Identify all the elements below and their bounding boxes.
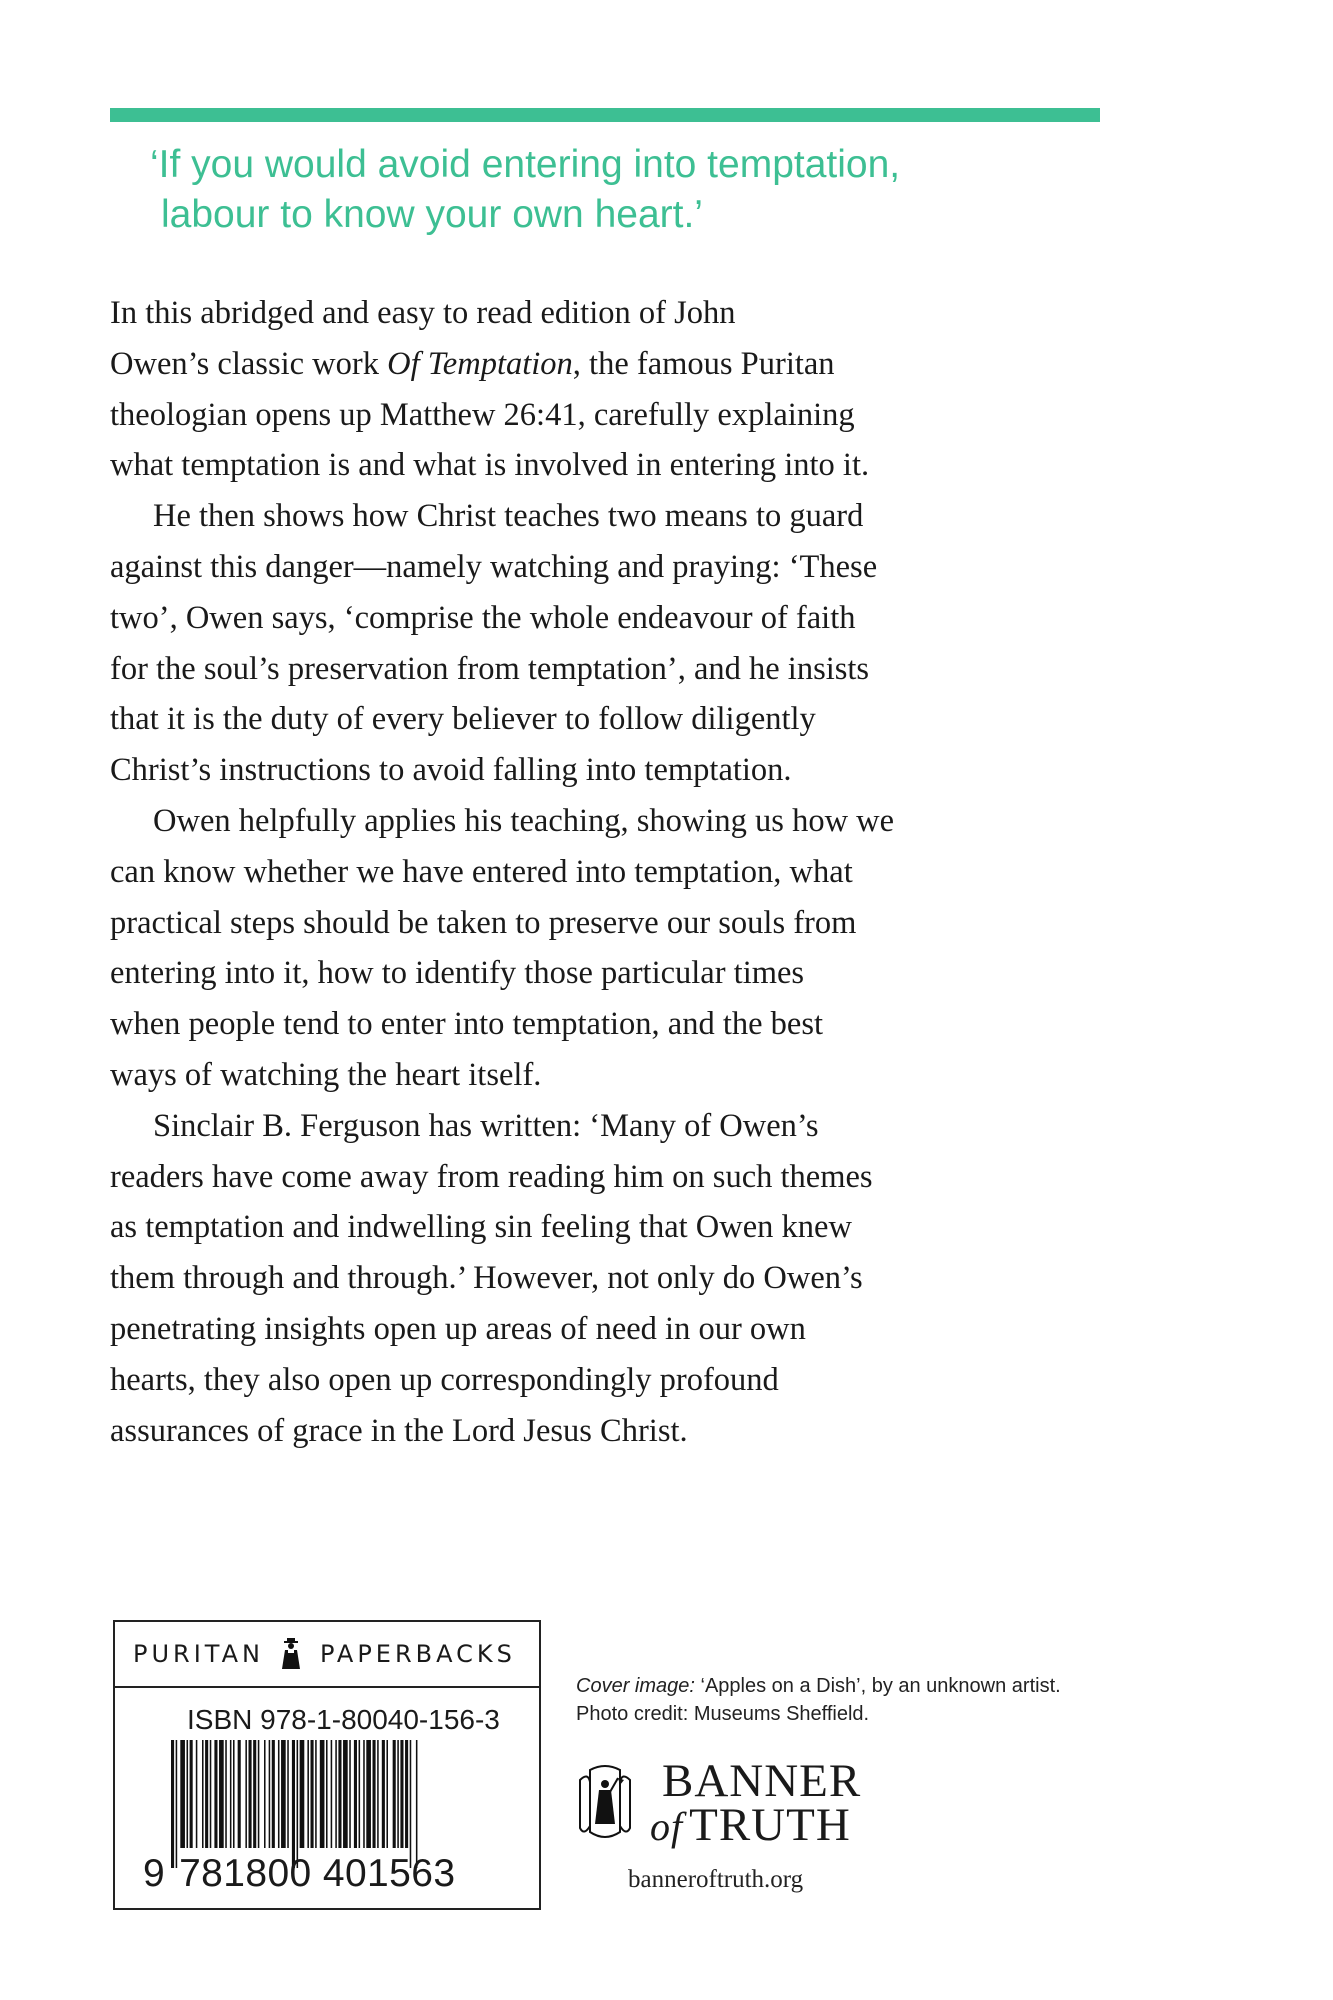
description-line: Christ’s instructions to avoid falling into temptation.	[110, 752, 792, 789]
barcode-bar	[349, 1740, 351, 1848]
barcode-bar	[249, 1740, 252, 1848]
barcode-bar	[343, 1740, 348, 1848]
barcode-bar	[405, 1740, 408, 1848]
banner-of-truth-emblem-icon	[576, 1762, 634, 1844]
description-line: as temptation and indwelling sin feeling that Owen knew	[110, 1209, 852, 1246]
barcode-bar	[315, 1740, 317, 1848]
barcode-bar	[171, 1740, 174, 1868]
barcode-bar	[233, 1740, 235, 1848]
description-line: penetrating insights open up areas of need in our own	[110, 1310, 806, 1347]
top-accent-rule	[110, 108, 1100, 122]
barcode-bar	[245, 1740, 247, 1848]
barcode-bar	[335, 1740, 337, 1848]
description-line: He then shows how Christ teaches two means to guard	[153, 498, 864, 535]
publisher-name-line-1: BANNER	[662, 1755, 862, 1807]
description-line	[110, 339, 1120, 390]
description-line: Sinclair B. Ferguson has written: ‘Many of Owen’s	[153, 1107, 819, 1144]
description-line: that it is the duty of every believer to follow diligently	[110, 701, 816, 738]
barcode-bar	[373, 1740, 376, 1848]
isbn-label: ISBN 978-1-80040-156-3	[187, 1704, 500, 1735]
book-description	[110, 288, 1120, 1456]
barcode-bar	[225, 1740, 227, 1848]
publisher-name-line-2	[650, 1799, 851, 1851]
cover-credit-label: Cover image:	[576, 1675, 695, 1697]
barcode-bar	[281, 1740, 286, 1848]
description-line: assurances of grace in the Lord Jesus Christ.	[110, 1412, 688, 1449]
puritan-figure-icon	[280, 1637, 302, 1671]
series-name-left: PURITAN	[133, 1640, 264, 1668]
cover-credit	[576, 1672, 1061, 1728]
barcode-bar	[196, 1740, 198, 1848]
photo-credit-line: Photo credit: Museums Sheffield.	[576, 1703, 870, 1725]
barcode-bar	[359, 1740, 361, 1848]
description-line: what temptation is and what is involved in entering into it.	[110, 447, 870, 484]
description-line: for the soul’s preservation from temptation’, and he insists	[110, 650, 870, 687]
description-line: theologian opens up Matthew 26:41, carefully explaining	[110, 396, 855, 433]
description-line: hearts, they also open up correspondingly profound	[110, 1361, 779, 1398]
barcode-bar	[287, 1740, 289, 1848]
description-line: two’, Owen says, ‘comprise the whole endeavour of faith	[110, 599, 856, 636]
barcode-bar	[363, 1740, 365, 1848]
description-line: entering into it, how to identify those particular times	[110, 955, 805, 992]
barcode-bar	[253, 1740, 256, 1848]
barcode-bar	[278, 1740, 280, 1848]
barcode-bar	[377, 1740, 379, 1848]
description-line: In this abridged and easy to read edition of John	[110, 295, 736, 331]
barcode-bar	[292, 1740, 295, 1868]
barcode-bar	[382, 1740, 385, 1848]
barcode-digits	[143, 1852, 455, 1896]
barcode-bar	[269, 1740, 271, 1848]
barcode-bar	[205, 1740, 208, 1848]
description-text: Owen’s classic work	[110, 345, 388, 382]
barcode-bar	[400, 1740, 403, 1848]
barcode-bar	[210, 1740, 212, 1848]
publisher-logo	[576, 1755, 876, 1851]
description-line: against this danger—namely watching and praying: ‘These	[110, 548, 878, 585]
barcode-bar	[410, 1740, 412, 1868]
barcode-bar	[214, 1740, 217, 1848]
barcode-bar	[180, 1740, 185, 1848]
barcode-bar	[258, 1740, 260, 1848]
description-line: readers have come away from reading him on such themes	[110, 1158, 873, 1195]
barcode-digits-rest: 781800 401563	[179, 1852, 456, 1895]
series-name	[115, 1622, 539, 1688]
barcode-bar	[238, 1740, 241, 1848]
barcode-bar	[326, 1740, 328, 1848]
barcode-bar	[300, 1740, 305, 1848]
barcode-bar	[307, 1740, 309, 1848]
barcode-bar	[230, 1740, 232, 1848]
barcode-bar	[219, 1740, 224, 1848]
barcode-bar	[311, 1740, 314, 1848]
cover-credit-text: ‘Apples on a Dish’, by an unknown artist.	[694, 1675, 1061, 1697]
barcode-digit-first: 9	[143, 1852, 166, 1895]
barcode-bar	[202, 1740, 204, 1848]
barcode-bar	[320, 1740, 325, 1848]
barcode-bar	[338, 1740, 341, 1848]
description-text: , the famous Puritan	[572, 345, 835, 382]
description-line: can know whether we have entered into temptation, what	[110, 853, 853, 890]
barcode-bar	[187, 1740, 189, 1848]
barcode-bar	[264, 1740, 266, 1848]
description-line: when people tend to enter into temptation, and the best	[110, 1006, 824, 1043]
pull-quote-line-1: ‘If you would avoid entering into temptation,	[150, 143, 901, 186]
description-line: Owen helpfully applies his teaching, showing us how we	[153, 802, 895, 839]
series-name-right: PAPERBACKS	[319, 1640, 516, 1668]
isbn-barcode	[171, 1740, 489, 1868]
barcode-bar	[297, 1740, 299, 1868]
pull-quote-line-2: labour to know your own heart.’	[161, 193, 703, 236]
pull-quote	[150, 140, 1050, 240]
barcode-bar	[176, 1740, 178, 1868]
publisher-website: banneroftruth.org	[628, 1866, 804, 1893]
description-line: them through and through.’ However, not only do Owen’s	[110, 1260, 863, 1297]
publisher-name-of: of	[650, 1804, 684, 1849]
barcode-bar	[416, 1740, 418, 1868]
barcode-bar	[366, 1740, 371, 1848]
book-title-italic: Of Temptation	[387, 345, 573, 382]
publisher-name-truth: TRUTH	[689, 1799, 851, 1851]
barcode-bar	[393, 1740, 396, 1848]
barcode-bar	[354, 1740, 357, 1848]
barcode-bar	[397, 1740, 399, 1848]
barcode-bar	[190, 1740, 193, 1848]
barcode-bar	[386, 1740, 388, 1848]
series-barcode-box	[113, 1620, 541, 1910]
cover-credit-line	[576, 1672, 1061, 1700]
description-line: ways of watching the heart itself.	[110, 1056, 542, 1093]
barcode-bar	[272, 1740, 275, 1848]
description-line: practical steps should be taken to preserve our souls from	[110, 904, 857, 941]
barcode-bar	[331, 1740, 333, 1848]
